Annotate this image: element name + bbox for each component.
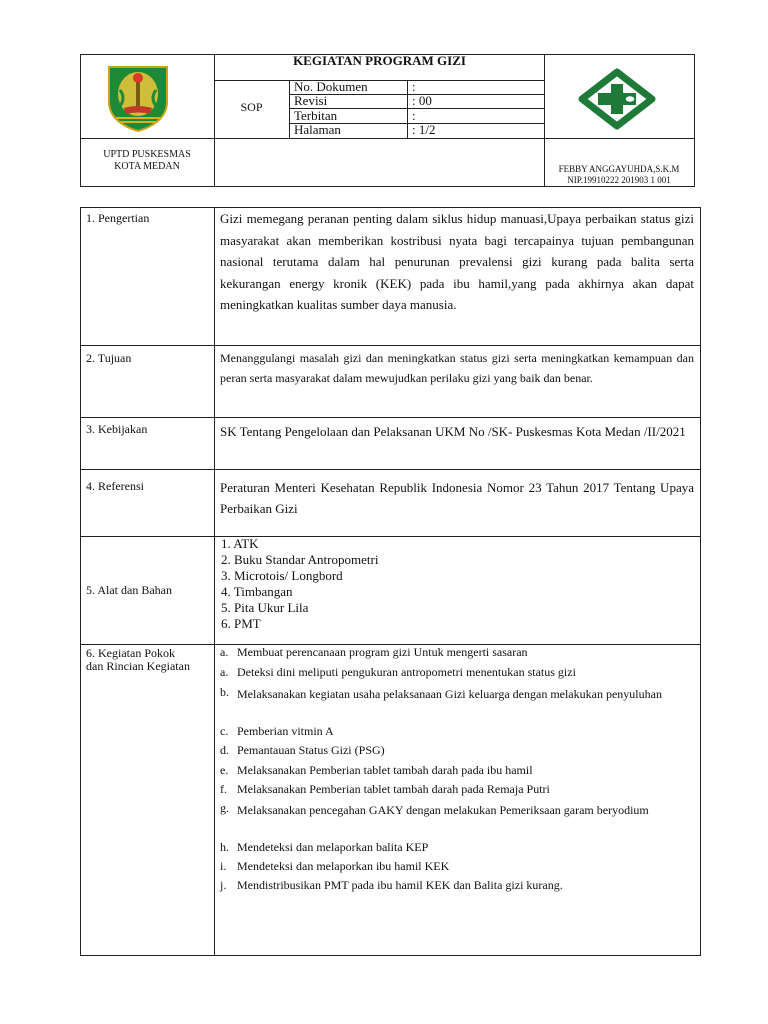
section-text-referensi: Peraturan Menteri Kesehatan Republik Indonesia Nomor 23 Tahun 2017 Tentang Upaya Perbaikan Gizi [220, 480, 694, 516]
list-item: 6. PMT [221, 616, 261, 631]
list-marker: h. [220, 840, 229, 854]
section-label-referensi: 4. Referensi [86, 479, 144, 493]
kegiatan-label-line1: 6. Kegiatan Pokok [86, 646, 175, 660]
org-name-line2: KOTA MEDAN [114, 161, 180, 172]
section-text-kebijakan: SK Tentang Pengelolaan dan Pelaksanan UKM No /SK- Puskesmas Kota Medan /II/2021 [220, 424, 686, 439]
meta-label-no-dokumen: No. Dokumen [294, 79, 368, 94]
section-label-alat: 5. Alat dan Bahan [86, 583, 172, 597]
list-text: Pemantauan Status Gizi (PSG) [237, 743, 385, 757]
list-marker: a. [220, 645, 229, 659]
list-item: 4. Timbangan [221, 584, 293, 599]
section-label-tujuan: 2. Tujuan [86, 351, 132, 365]
section-label-kebijakan: 3. Kebijakan [86, 422, 148, 436]
list-text: Deteksi dini meliputi pengukuran antropometri menentukan status gizi [237, 665, 576, 679]
kegiatan-label-line2: dan Rincian Kegiatan [86, 659, 190, 673]
list-text: Membuat perencanaan program gizi Untuk mengerti sasaran [237, 645, 528, 659]
list-text: Mendeteksi dan melaporkan ibu hamil KEK [237, 859, 450, 873]
section-label-pengertian: 1. Pengertian [86, 211, 150, 225]
list-text: Melaksanakan pencegahan GAKY dengan melakukan Pemeriksaan garam beryodium [237, 803, 649, 817]
list-marker: g. [220, 801, 229, 815]
list-text: Melaksanakan kegiatan usaha pelaksanaan Gizi keluarga dengan melakukan penyuluhan [237, 687, 662, 701]
list-item: 2. Buku Standar Antropometri [221, 552, 379, 567]
list-marker: i. [220, 859, 227, 873]
sop-label: SOP [240, 100, 263, 114]
list-marker: f. [220, 782, 227, 796]
list-marker: a. [220, 665, 229, 679]
meta-label-halaman: Halaman [294, 122, 341, 137]
list-text: Melaksanakan Pemberian tablet tambah darah pada Remaja Putri [237, 782, 550, 796]
meta-value-revisi: : 00 [412, 93, 432, 108]
signer-block [544, 164, 694, 186]
list-text: Pemberian vitmin A [237, 724, 334, 738]
list-item: 3. Microtois/ Longbord [221, 568, 343, 583]
list-item: 1. ATK [221, 536, 259, 551]
signer-name: FEBBY ANGGAYUHDA,S.K.M [558, 164, 680, 174]
alat-list [221, 536, 378, 632]
list-item: 5. Pita Ukur Lila [221, 600, 309, 615]
list-marker: e. [220, 763, 229, 777]
signer-nip: NIP.19910222 201903 1 001 [567, 175, 671, 185]
list-text: Melaksanakan Pemberian tablet tambah darah pada ibu hamil [237, 763, 533, 777]
list-text: Mendistribusikan PMT pada ibu hamil KEK dan Balita gizi kurang. [237, 878, 563, 892]
list-text: Mendeteksi dan melaporkan balita KEP [237, 840, 429, 854]
section-label-kegiatan [86, 647, 190, 673]
puskesmas-logo [574, 68, 660, 130]
list-marker: c. [220, 724, 229, 738]
org-name [80, 149, 214, 173]
list-marker: d. [220, 743, 229, 757]
section-text-tujuan: Menanggulangi masalah gizi dan meningkatkan status gizi serta meningkatkan kemampuan dan peran serta masyarakat dalam mewujudkan perilaku gizi yang baik dan benar. [220, 351, 694, 385]
section-text-pengertian: Gizi memegang peranan penting dalam siklus hidup manuasi,Upaya perbaikan status gizi masyarakat akan memberikan kostribusi nyata bagi tercapainya tujuan pembangunan nasional terutama dalam hal penurunan prevalensi gizi kurang pada balita serta kekurangan energy kronik (KEK) pada ibu hamil,yang pada akhirnya akan dapat meningkatkan kualitas sumber daya manusia. [220, 211, 694, 312]
meta-label-revisi: Revisi [294, 93, 328, 108]
meta-value-no-dokumen: : [412, 79, 416, 94]
list-marker: j. [220, 878, 227, 892]
org-name-line1: UPTD PUSKESMAS [103, 149, 191, 160]
meta-label-terbitan: Terbitan [294, 108, 338, 123]
kota-medan-emblem [106, 64, 170, 132]
list-marker: b. [220, 685, 229, 699]
document-title: KEGIATAN PROGRAM GIZI [293, 53, 466, 68]
meta-value-terbitan: : [412, 108, 416, 123]
meta-value-halaman: : 1/2 [412, 122, 436, 137]
